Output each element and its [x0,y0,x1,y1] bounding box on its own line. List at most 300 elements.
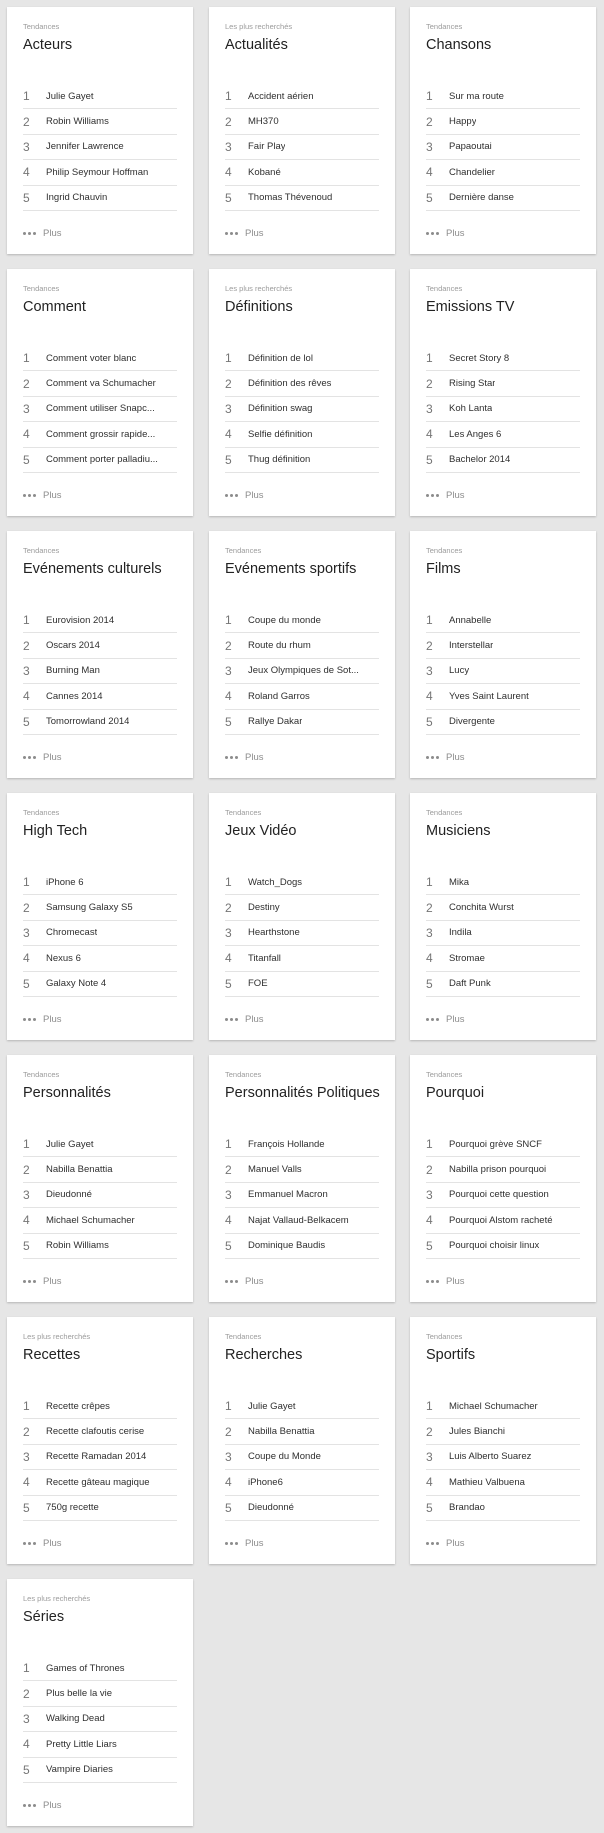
trend-list-item[interactable] [23,135,177,160]
trend-list-item[interactable] [225,1234,379,1259]
trend-card [209,1055,395,1302]
trend-rank: 5 [225,714,232,729]
more-dots-icon [225,756,238,759]
more-button[interactable] [23,490,61,501]
trend-label[interactable]: Thomas Thévenoud [248,192,333,204]
trend-rank: 4 [225,1475,232,1490]
trend-list-item[interactable] [426,1445,580,1470]
trend-rank: 5 [23,1762,30,1777]
more-button[interactable] [23,1014,61,1025]
trend-list-item[interactable] [23,870,177,895]
more-button[interactable] [23,228,61,239]
trend-rank: 2 [23,1162,30,1177]
trend-list-item[interactable] [225,633,379,658]
trend-list-item[interactable] [23,1732,177,1757]
trend-label[interactable]: Najat Vallaud-Belkacem [248,1214,349,1226]
trend-list-item[interactable] [426,684,580,709]
trend-list-item[interactable] [426,84,580,109]
card-kicker: Les plus recherchés [225,22,293,31]
more-label: Plus [446,1538,465,1549]
more-button[interactable] [426,1538,464,1549]
trend-label[interactable]: Lucy [449,665,470,677]
trend-label[interactable]: Dieudonné [46,1189,92,1201]
trend-rank: 3 [225,1449,232,1464]
trend-list-item[interactable] [426,659,580,684]
more-button[interactable] [23,1800,61,1811]
trend-list [23,870,177,997]
trend-list-item[interactable] [23,659,177,684]
card-title: Personnalités Politiques [225,1085,380,1101]
trend-label[interactable]: Philip Seymour Hoffman [46,166,149,178]
trend-card [209,531,395,778]
trend-list-item[interactable] [426,1157,580,1182]
trend-list-item[interactable] [426,1208,580,1233]
trend-label[interactable]: Daft Punk [449,978,491,990]
trend-rank: 4 [225,427,232,442]
more-label: Plus [245,1014,264,1025]
trend-list-item[interactable] [23,972,177,997]
trend-list-item[interactable] [225,1419,379,1444]
trend-label[interactable]: Sur ma route [449,90,504,102]
more-button[interactable] [225,490,263,501]
more-button[interactable] [426,228,464,239]
trend-rank: 4 [23,1737,30,1752]
trend-rank: 4 [426,951,433,966]
trend-label[interactable]: Cannes 2014 [46,690,103,702]
trend-label[interactable]: Dieudonné [248,1502,294,1514]
trend-list-item[interactable] [225,84,379,109]
more-label: Plus [245,490,264,501]
trend-list-item[interactable] [225,397,379,422]
trend-list-item[interactable] [225,895,379,920]
trend-label[interactable]: Luis Alberto Suarez [449,1451,532,1463]
more-dots-icon [23,1018,36,1021]
trend-label[interactable]: 750g recette [46,1502,99,1514]
trend-list-item[interactable] [426,346,580,371]
trend-list [23,346,177,473]
trend-list-item[interactable] [426,1470,580,1495]
more-button[interactable] [426,752,464,763]
trend-list-item[interactable] [426,186,580,211]
more-dots-icon [426,494,439,497]
trend-label[interactable]: Pourquoi cette question [449,1189,549,1201]
trend-label[interactable]: François Hollande [248,1138,325,1150]
trend-list-item[interactable] [426,397,580,422]
trend-list-item[interactable] [23,1707,177,1732]
trend-label[interactable]: Burning Man [46,665,100,677]
more-dots-icon [426,1280,439,1283]
trend-label[interactable]: Nabilla Benattia [46,1164,113,1176]
trend-list-item[interactable] [23,895,177,920]
trend-rank: 4 [23,951,30,966]
trend-list-item[interactable] [23,921,177,946]
trend-rank: 5 [225,190,232,205]
trend-label[interactable]: Nexus 6 [46,952,81,964]
card-kicker: Tendances [225,546,262,555]
trend-list-item[interactable] [225,448,379,473]
trend-rank: 3 [426,139,433,154]
card-kicker: Tendances [23,284,60,293]
trend-label[interactable]: Route du rhum [248,640,311,652]
trend-label[interactable]: Destiny [248,902,280,914]
trend-label[interactable]: Vampire Diaries [46,1764,113,1776]
trend-list-item[interactable] [23,1656,177,1681]
trend-list-item[interactable] [23,1470,177,1495]
trend-list-item[interactable] [426,160,580,185]
trend-label[interactable]: Mika [449,876,470,888]
trend-label[interactable]: Rallye Dakar [248,716,303,728]
trend-rank: 1 [23,89,30,104]
trend-label[interactable]: Roland Garros [248,690,310,702]
trend-label[interactable]: Jules Bianchi [449,1426,505,1438]
trend-list-item[interactable] [225,346,379,371]
trend-list-item[interactable] [426,448,580,473]
trend-list-item[interactable] [23,448,177,473]
trend-rank: 3 [225,1187,232,1202]
card-kicker: Tendances [225,1070,262,1079]
trend-list-item[interactable] [225,1445,379,1470]
more-button[interactable] [225,1014,263,1025]
trend-list-item[interactable] [426,870,580,895]
trend-list-item[interactable] [426,371,580,396]
trend-label[interactable]: Watch_Dogs [248,876,303,888]
more-button[interactable] [23,1276,61,1287]
more-button[interactable] [225,228,263,239]
trend-card [410,793,596,1040]
trend-label[interactable]: Comment va Schumacher [46,378,156,390]
trend-rank: 5 [225,1500,232,1515]
trend-label[interactable]: Samsung Galaxy S5 [46,902,133,914]
trend-label[interactable]: Pourquoi choisir linux [449,1240,540,1252]
trend-label[interactable]: Robin Williams [46,1240,109,1252]
card-title: Evénements sportifs [225,561,357,577]
trend-list-item[interactable] [426,946,580,971]
trend-list-item[interactable] [225,160,379,185]
trend-label[interactable]: Les Anges 6 [449,428,502,440]
trend-rank: 4 [23,427,30,442]
trend-list-item[interactable] [426,710,580,735]
trend-list-item[interactable] [426,633,580,658]
trend-label[interactable]: Tomorrowland 2014 [46,716,130,728]
more-label: Plus [446,1014,465,1025]
trend-label[interactable]: Robin Williams [46,116,109,128]
trend-list-item[interactable] [426,1419,580,1444]
trend-list-item[interactable] [23,397,177,422]
trend-label[interactable]: MH370 [248,116,279,128]
trend-list-item[interactable] [225,186,379,211]
trend-list-item[interactable] [23,186,177,211]
trend-list-item[interactable] [23,371,177,396]
trend-rank: 4 [23,165,30,180]
trend-list [426,84,580,211]
more-dots-icon [23,756,36,759]
more-button[interactable] [23,1538,61,1549]
card-title: Musiciens [426,823,491,839]
trend-label[interactable]: Kobané [248,166,281,178]
trend-label[interactable]: Définition des rêves [248,378,332,390]
trend-list-item[interactable] [23,684,177,709]
more-label: Plus [446,752,465,763]
trend-list-item[interactable] [23,109,177,134]
trend-list-item[interactable] [426,109,580,134]
more-button[interactable] [225,1538,263,1549]
trend-rank: 3 [426,663,433,678]
trend-label[interactable]: Pretty Little Liars [46,1738,117,1750]
trend-label[interactable]: Pourquoi grève SNCF [449,1138,542,1150]
trend-list-item[interactable] [225,1157,379,1182]
trend-label[interactable]: Koh Lanta [449,403,493,415]
trend-card [209,793,395,1040]
trend-label[interactable]: Comment grossir rapide... [46,428,156,440]
trend-list-item[interactable] [23,710,177,735]
trend-label[interactable]: Nabilla Benattia [248,1426,315,1438]
trend-label[interactable]: Walking Dead [46,1713,105,1725]
trend-rank: 5 [225,452,232,467]
trend-label[interactable]: Brandao [449,1502,485,1514]
more-dots-icon [23,1804,36,1807]
trend-list [225,870,379,997]
more-button[interactable] [426,1014,464,1025]
trend-list-item[interactable] [23,1394,177,1419]
trend-list-item[interactable] [225,684,379,709]
trend-list-item[interactable] [225,608,379,633]
more-label: Plus [43,1538,62,1549]
trend-rank: 3 [23,1711,30,1726]
trend-label[interactable]: Annabelle [449,614,492,626]
trend-list-item[interactable] [426,608,580,633]
trend-label[interactable]: Emmanuel Macron [248,1189,328,1201]
trend-list-item[interactable] [225,946,379,971]
trend-label[interactable]: Coupe du Monde [248,1451,321,1463]
trend-label[interactable]: Jeux Olympiques de Sot... [248,665,359,677]
trend-list-item[interactable] [426,972,580,997]
trend-list-item[interactable] [225,659,379,684]
card-title: Recettes [23,1347,81,1363]
trend-list-item[interactable] [23,1681,177,1706]
trend-label[interactable]: Selfie définition [248,428,313,440]
trend-list-item[interactable] [23,346,177,371]
trend-list-item[interactable] [23,608,177,633]
trend-card [7,1055,193,1302]
more-button[interactable] [23,752,61,763]
trend-label[interactable]: Pourquoi Alstom racheté [449,1214,553,1226]
trend-label[interactable]: iPhone6 [248,1476,283,1488]
trend-rank: 3 [426,401,433,416]
trend-label[interactable]: iPhone 6 [46,876,84,888]
trend-list-item[interactable] [23,1496,177,1521]
trend-list-item[interactable] [426,1394,580,1419]
trend-rank: 1 [225,89,232,104]
trend-list-item[interactable] [225,710,379,735]
trend-list-item[interactable] [426,422,580,447]
trend-list-item[interactable] [225,109,379,134]
trend-label[interactable]: Oscars 2014 [46,640,100,652]
more-dots-icon [426,1018,439,1021]
card-title: Emissions TV [426,299,515,315]
trend-rank: 5 [23,190,30,205]
trend-label[interactable]: Mathieu Valbuena [449,1476,525,1488]
trend-list-item[interactable] [23,160,177,185]
trend-list-item[interactable] [225,371,379,396]
more-label: Plus [245,1538,264,1549]
trend-label[interactable]: Recette gâteau magique [46,1476,150,1488]
trend-label[interactable]: Hearthstone [248,927,300,939]
trend-list-item[interactable] [225,1496,379,1521]
trend-label[interactable]: Yves Saint Laurent [449,690,529,702]
trend-rank: 2 [23,114,30,129]
trend-list [225,608,379,735]
more-button[interactable] [426,1276,464,1287]
trend-label[interactable]: Julie Gayet [248,1400,296,1412]
trend-label[interactable]: Bachelor 2014 [449,454,511,466]
trend-label[interactable]: Titanfall [248,952,281,964]
trend-label[interactable]: Galaxy Note 4 [46,978,107,990]
trend-label[interactable]: Michael Schumacher [449,1400,538,1412]
trend-label[interactable]: Papaoutai [449,141,492,153]
trend-label[interactable]: FOE [248,978,268,990]
trend-list-item[interactable] [426,921,580,946]
trend-label[interactable]: Recette Ramadan 2014 [46,1451,147,1463]
trend-label[interactable]: Stromae [449,952,485,964]
trend-list-item[interactable] [426,1496,580,1521]
trend-rank: 3 [23,401,30,416]
trend-rank: 3 [225,139,232,154]
card-kicker: Tendances [426,1070,463,1079]
more-label: Plus [446,490,465,501]
trend-list-item[interactable] [23,946,177,971]
trend-label[interactable]: Julie Gayet [46,1138,94,1150]
trend-label[interactable]: Ingrid Chauvin [46,192,108,204]
trend-rank: 3 [426,1449,433,1464]
trend-list-item[interactable] [23,1157,177,1182]
trend-label[interactable]: Happy [449,116,477,128]
trend-list-item[interactable] [23,1234,177,1259]
trend-label[interactable]: Eurovision 2014 [46,614,115,626]
trend-label[interactable]: Jennifer Lawrence [46,141,124,153]
trend-list-item[interactable] [23,84,177,109]
trend-list-item[interactable] [426,895,580,920]
trend-label[interactable]: Manuel Valls [248,1164,302,1176]
trend-list-item[interactable] [225,1470,379,1495]
trend-label[interactable]: Secret Story 8 [449,352,510,364]
trend-list-item[interactable] [225,1394,379,1419]
card-kicker: Tendances [23,1070,60,1079]
trend-rank: 3 [225,925,232,940]
trend-label[interactable]: Définition de lol [248,352,313,364]
trend-list-item[interactable] [426,1183,580,1208]
trend-card [209,7,395,254]
trend-rank: 4 [426,1213,433,1228]
trend-list-item[interactable] [23,1758,177,1783]
trend-card [7,7,193,254]
trend-label[interactable]: Games of Thrones [46,1662,125,1674]
trend-list-item[interactable] [426,1234,580,1259]
more-dots-icon [23,232,36,235]
trend-rank: 1 [225,613,232,628]
card-title: Jeux Vidéo [225,823,297,839]
trend-rank: 5 [426,452,433,467]
trend-label[interactable]: Michael Schumacher [46,1214,135,1226]
trend-rank: 5 [426,714,433,729]
trend-label[interactable]: Dominique Baudis [248,1240,326,1252]
trend-rank: 2 [23,638,30,653]
trend-list [426,870,580,997]
trend-label[interactable]: Interstellar [449,640,494,652]
trend-label[interactable]: Définition swag [248,403,313,415]
trend-rank: 4 [23,689,30,704]
trend-rank: 1 [426,1399,433,1414]
trend-list-item[interactable] [23,1208,177,1233]
trend-list-item[interactable] [225,135,379,160]
trend-rank: 1 [225,351,232,366]
trend-list-item[interactable] [225,972,379,997]
trend-list-item[interactable] [23,1419,177,1444]
more-button[interactable] [225,1276,263,1287]
more-button[interactable] [426,490,464,501]
trend-list-item[interactable] [225,1183,379,1208]
trend-label[interactable]: Chromecast [46,927,98,939]
trend-list-item[interactable] [225,870,379,895]
trend-label[interactable]: Plus belle la vie [46,1688,113,1700]
trend-label[interactable]: Comment porter palladiu... [46,454,158,466]
card-kicker: Tendances [426,808,463,817]
trend-label[interactable]: Rising Star [449,378,496,390]
trend-label[interactable]: Thug définition [248,454,311,466]
trend-rank: 2 [225,114,232,129]
trend-list-item[interactable] [23,422,177,447]
trend-label[interactable]: Divergente [449,716,495,728]
trend-rank: 2 [426,900,433,915]
trend-label[interactable]: Comment utiliser Snapc... [46,403,155,415]
trend-label[interactable]: Conchita Wurst [449,902,514,914]
trend-rank: 4 [225,689,232,704]
trend-rank: 5 [426,190,433,205]
trend-label[interactable]: Comment voter blanc [46,352,137,364]
trend-label[interactable]: Chandelier [449,166,495,178]
trend-rank: 1 [23,1137,30,1152]
trend-rank: 3 [23,925,30,940]
trend-list-item[interactable] [225,1132,379,1157]
more-dots-icon [23,1280,36,1283]
trend-list-item[interactable] [23,1445,177,1470]
trend-rank: 2 [426,1162,433,1177]
trend-list-item[interactable] [426,135,580,160]
trend-rank: 4 [426,1475,433,1490]
trend-label[interactable]: Recette clafoutis cerise [46,1426,145,1438]
more-dots-icon [225,232,238,235]
trend-list-item[interactable] [426,1132,580,1157]
trend-label[interactable]: Accident aérien [248,90,314,102]
trend-label[interactable]: Fair Play [248,141,286,153]
trend-list-item[interactable] [23,1132,177,1157]
trend-label[interactable]: Dernière danse [449,192,514,204]
trend-list-item[interactable] [225,921,379,946]
trend-rank: 5 [225,976,232,991]
trend-label[interactable]: Nabilla prison pourquoi [449,1164,547,1176]
more-label: Plus [43,490,62,501]
trend-label[interactable]: Recette crêpes [46,1400,110,1412]
trend-label[interactable]: Coupe du monde [248,614,321,626]
trend-label[interactable]: Julie Gayet [46,90,94,102]
trend-label[interactable]: Indila [449,927,472,939]
card-title: Sportifs [426,1347,476,1363]
trend-list-item[interactable] [225,1208,379,1233]
trend-list-item[interactable] [23,633,177,658]
trend-list [225,346,379,473]
more-button[interactable] [225,752,263,763]
trend-list-item[interactable] [23,1183,177,1208]
trend-list-item[interactable] [225,422,379,447]
